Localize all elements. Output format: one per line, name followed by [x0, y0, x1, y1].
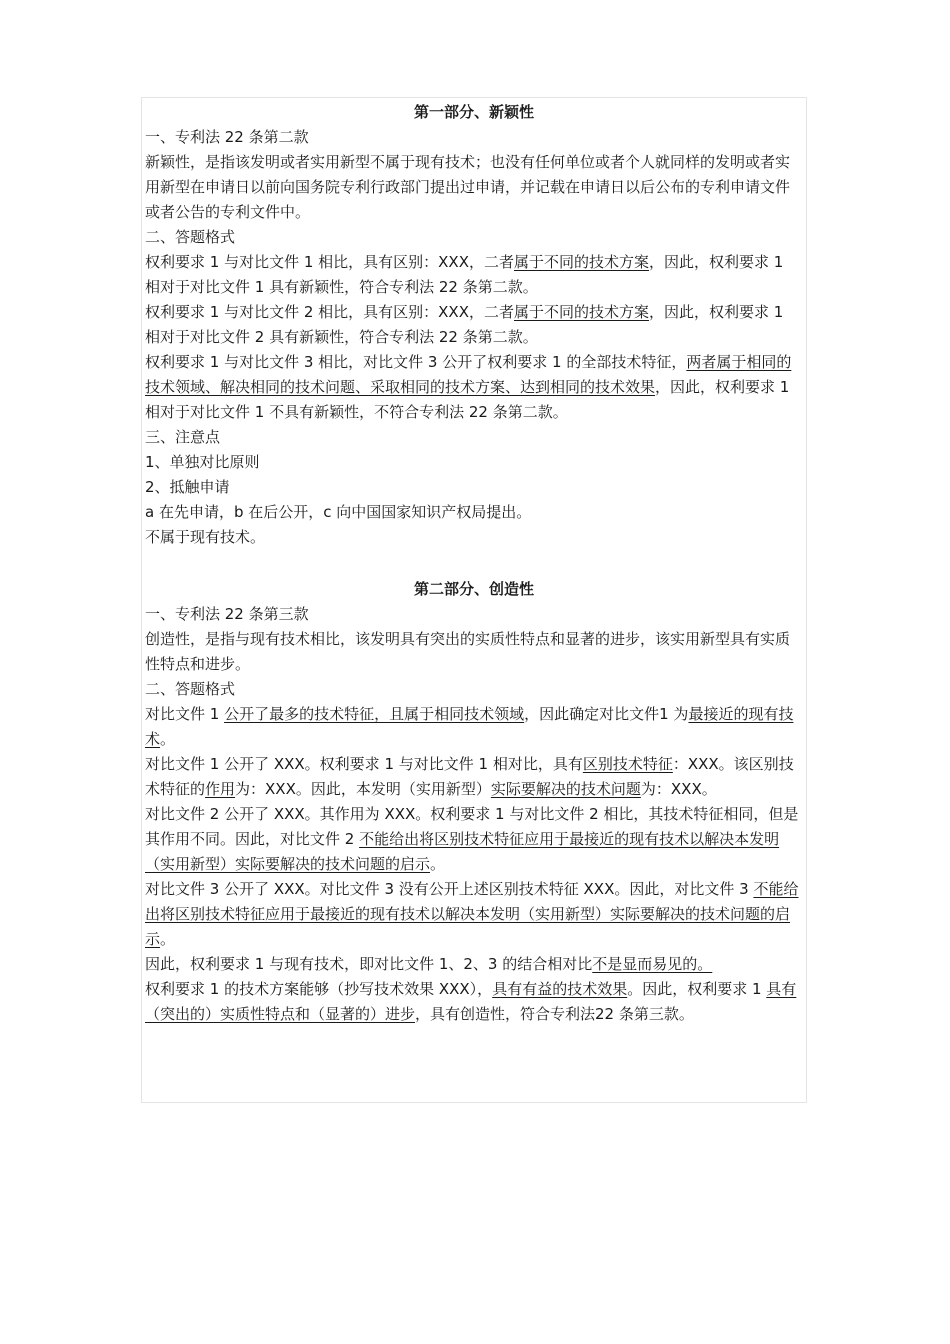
- section-gap: [145, 550, 803, 577]
- part1-heading-notes: 三、注意点: [145, 428, 221, 446]
- part2-heading-format: 二、答题格式: [145, 680, 236, 698]
- part2-format-5: 因此，权利要求 1 与现有技术，即对比文件 1、2、3 的结合相对比不是显而易见的。: [145, 955, 713, 973]
- part2-definition: 创造性，是指与现有技术相比，该发明具有突出的实质性特点和显著的进步，该实用新型具有实质性特点和进步。: [145, 630, 791, 673]
- part1-note-4: 不属于现有技术。: [145, 528, 266, 546]
- document-body: [145, 100, 803, 1027]
- part1-format-3: 权利要求 1 与对比文件 3 相比，对比文件 3 公开了权利要求 1 的全部技术特征，两者属于相同的技术领域、解决相同的技术问题、采取相同的技术方案、达到相同的技术效果，因此，权利要求 1 相对于对比文件 1 不具有新颖性，不符合专利法 22 条第二款。: [145, 353, 792, 421]
- part2-format-4: 对比文件 3 公开了 XXX。对比文件 3 没有公开上述区别技术特征 XXX。因此，对比文件 3 不能给出将区别技术特征应用于最接近的现有技术以解决本发明（实用新型）实际要解决的技术问题的启示。: [145, 880, 799, 948]
- part1-note-3: a 在先申请，b 在后公开，c 向中国国家知识产权局提出。: [145, 503, 532, 521]
- part2-format-2: 对比文件 1 公开了 XXX。权利要求 1 与对比文件 1 相对比，具有区别技术特征：XXX。该区别技术特征的作用为：XXX。因此，本发明（实用新型）实际要解决的技术问题为：XXX。: [145, 755, 794, 798]
- part1-format-1: 权利要求 1 与对比文件 1 相比，具有区别：XXX，二者属于不同的技术方案，因此，权利要求 1 相对于对比文件 1 具有新颖性，符合专利法 22 条第二款。: [145, 253, 784, 296]
- part2-title: 第二部分、创造性: [413, 580, 534, 598]
- part2-heading-law: 一、专利法 22 条第三款: [145, 605, 309, 623]
- part1-definition: 新颖性，是指该发明或者实用新型不属于现有技术；也没有任何单位或者个人就同样的发明或者实用新型在申请日以前向国务院专利行政部门提出过申请，并记载在申请日以后公布的专利申请文件或者公告的专利文件中。: [145, 153, 791, 221]
- part1-heading-law: 一、专利法 22 条第二款: [145, 128, 309, 146]
- part1-title: 第一部分、新颖性: [413, 103, 534, 121]
- part1-format-2: 权利要求 1 与对比文件 2 相比，具有区别：XXX，二者属于不同的技术方案，因此，权利要求 1 相对于对比文件 2 具有新颖性，符合专利法 22 条第二款。: [145, 303, 784, 346]
- part1-note-1: 1、单独对比原则: [145, 453, 260, 471]
- part2-format-6: 权利要求 1 的技术方案能够（抄写技术效果 XXX），具有有益的技术效果。因此，权利要求 1 具有（突出的）实质性特点和（显著的）进步，具有创造性，符合专利法22 条第三款。: [145, 980, 797, 1023]
- part2-format-1: 对比文件 1 公开了最多的技术特征，且属于相同技术领域，因此确定对比文件1 为最接近的现有技术。: [145, 705, 794, 748]
- part1-heading-format: 二、答题格式: [145, 228, 236, 246]
- part1-note-2: 2、抵触申请: [145, 478, 230, 496]
- part2-format-3: 对比文件 2 公开了 XXX。其作用为 XXX。权利要求 1 与对比文件 2 相比，其技术特征相同，但是其作用不同。因此，对比文件 2 不能给出将区别技术特征应用于最接近的现有技术以解决本发明（实用新型）实际要解决的技术问题的启示。: [145, 805, 799, 873]
